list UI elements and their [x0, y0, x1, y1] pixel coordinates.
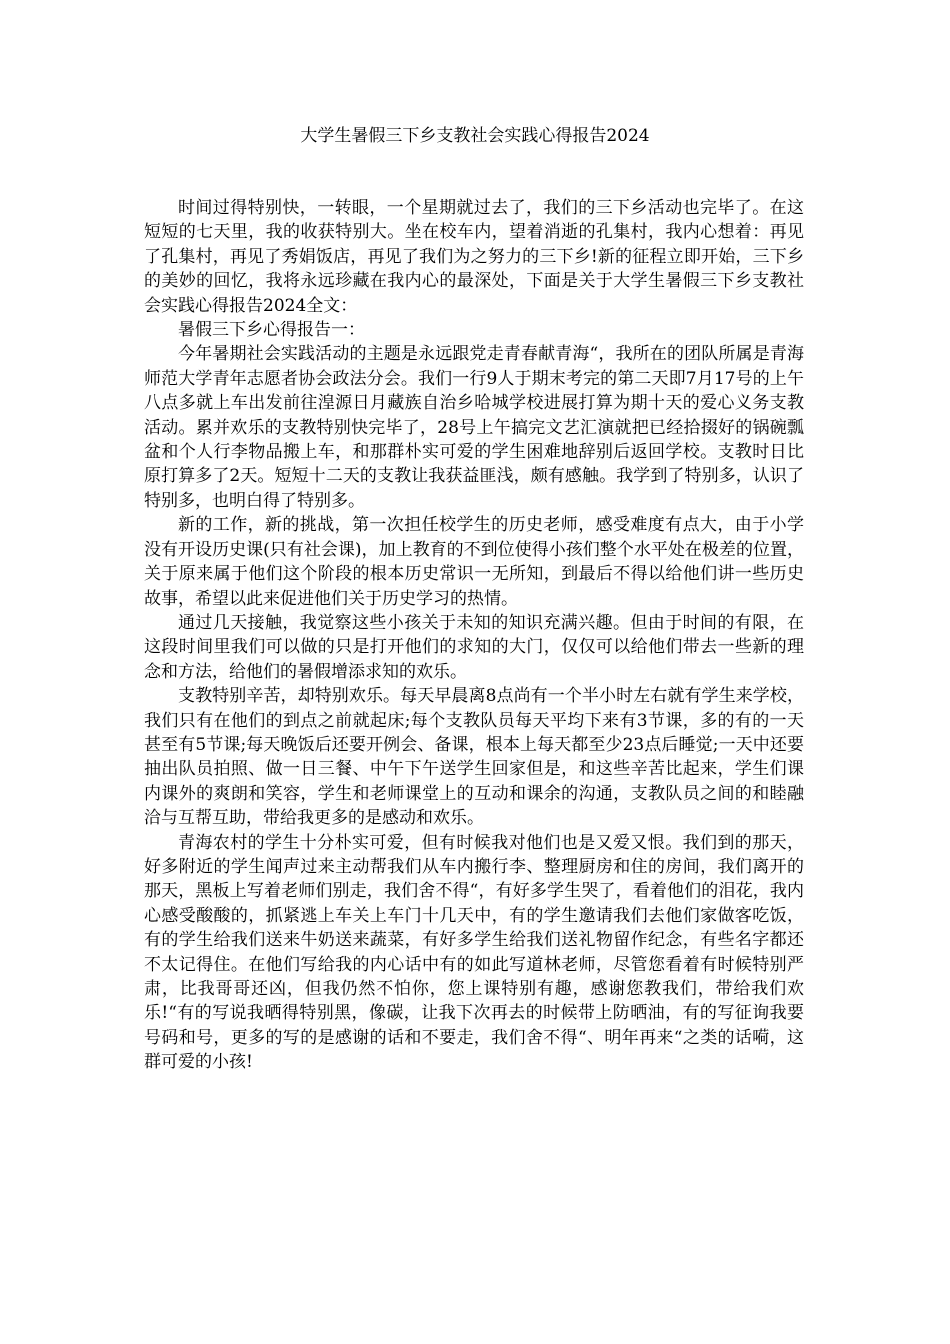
paragraph-students: 青海农村的学生十分朴实可爱，但有时候我对他们也是又爱又恨。我们到的那天，好多附近的学生闻声过来主动帮我们从车内搬行李、整理厨房和住的房间，我们离开的那天，黑板上写着老师们别走，我们舍不得“，有好多学生哭了，看着他们的泪花，我内心感受酸酸的，抓紧逃上车关上车门十几天中，有的学生邀请我们去他们家做客吃饭，有的学生给我们送来牛奶送来蔬菜，有好多学生给我们送礼物留作纪念，有些名字都还不太记得住。在他们写给我的内心话中有的如此写道林老师，尽管您看着有时候特别严肃，比我哥哥还凶，但我仍然不怕你，您上课特别有趣，感谢您教我们，带给我们欢乐!“有的写说我晒得特别黑，像碳，让我下次再去的时候带上防晒油，有的写征询我要号码和号，更多的写的是感谢的话和不要走，我们舍不得“、明年再来“之类的话嗬，这群可爱的小孩! — [144, 832, 804, 1073]
paragraph-intro: 时间过得特别快，一转眼，一个星期就过去了，我们的三下乡活动也完毕了。在这短短的七天里，我的收获特别大。坐在校车内，望着消逝的孔集村，我内心想着：再见了孔集村，再见了秀娟饭店，再见了我们为之努力的三下乡!新的征程立即开始，三下乡的美妙的回忆，我将永远珍藏在我内心的最深处，下面是关于大学生暑假三下乡支教社会实践心得报告2024全文： — [144, 198, 804, 316]
paragraph-contact: 通过几天接触，我觉察这些小孩关于未知的知识充满兴趣。但由于时间的有限，在这段时间里我们可以做的只是打开他们的求知的大门，仅仅可以给他们带去一些新的理念和方法，给他们的暑假增添求知的欢乐。 — [144, 612, 804, 682]
paragraph-theme: 今年暑期社会实践活动的主题是永远跟党走青春献青海“，我所在的团队所属是青海师范大学青年志愿者协会政法分会。我们一行9人于期末考完的第二天即7月17号的上午八点多就上车出发前往湟源日月藏族自治乡哈城学校进展打算为期十天的爱心义务支教活动。累并欢乐的支教特别快完毕了，28号上午搞完文艺汇演就把已经拾掇好的锅碗瓢盆和个人行李物品搬上车，和那群朴实可爱的学生困难地辞别后返回学校。支教时日比原打算多了2天。短短十二天的支教让我获益匪浅，颇有感触。我学到了特别多，认识了特别多，也明白得了特别多。 — [144, 344, 804, 511]
document-body — [144, 196, 804, 1075]
paragraph-section-heading: 暑假三下乡心得报告一： — [178, 320, 365, 341]
paragraph-hardship: 支教特别辛苦，却特别欢乐。每天早晨离8点尚有一个半小时左右就有学生来学校，我们只有在他们的到点之前就起床;每个支教队员每天平均下来有3节课，多的有的一天甚至有5节课;每天晚饭后还要开例会、备课，根本上每天都至少23点后睡觉;一天中还要抽出队员拍照、做一日三餐、中午下午送学生回家但是，和这些辛苦比起来，学生们课内课外的爽朗和笑容，学生和老师课堂上的互动和课余的沟通，支教队员之间的和睦融洽与互帮互助，带给我更多的是感动和欢乐。 — [144, 686, 804, 829]
document-title: 大学生暑假三下乡支教社会实践心得报告2024 — [300, 126, 650, 146]
paragraph-new-work: 新的工作，新的挑战，第一次担任校学生的历史老师，感受难度有点大，由于小学没有开设历史课(只有社会课)，加上教育的不到位使得小孩们整个水平处在极差的位置，关于原来属于他们这个阶段的根本历史常识一无所知，到最后不得以给他们讲一些历史故事，希望以此来促进他们关于历史学习的热情。 — [144, 515, 804, 609]
